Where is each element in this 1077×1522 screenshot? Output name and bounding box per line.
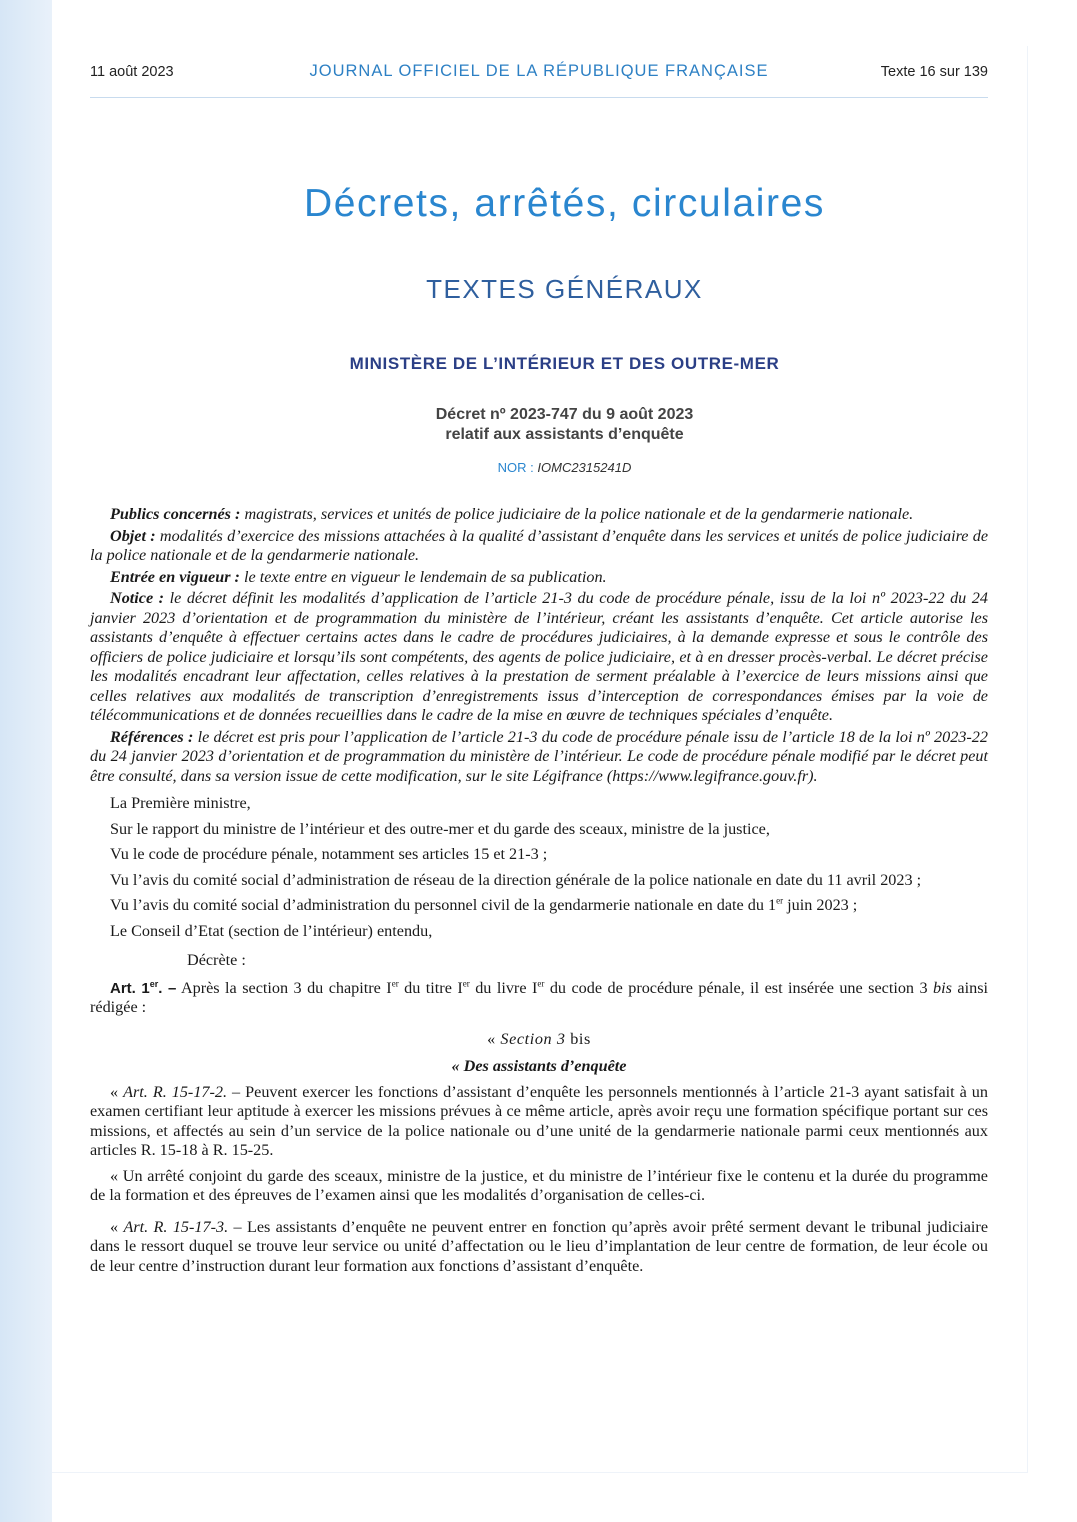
objet-paragraph — [90, 527, 988, 566]
section-subheading: « Des assistants d’enquête — [451, 1057, 627, 1075]
decrete-heading: Décrète : — [187, 951, 246, 969]
r15172-label: Art. R. 15-17-2. — [123, 1082, 228, 1101]
entree-label: Entrée en vigueur : — [110, 567, 240, 586]
publics-text: magistrats, services et unités de police judiciaire de la police nationale et de la gendarmerie nationale. — [240, 505, 914, 523]
page-header — [90, 62, 988, 84]
preamble-p5-text-a: Vu l’avis du comité social d’administration du personnel civil de la gendarmerie nationale en date du 1 — [110, 896, 777, 914]
references-paragraph — [90, 728, 988, 787]
article-r15-17-3 — [90, 1218, 988, 1277]
text-number: Texte 16 sur 139 — [880, 64, 988, 80]
left-margin-band — [0, 0, 52, 1522]
section-heading-bis: bis — [565, 1029, 591, 1048]
article-1-text-d: du code de procédure pénale, il est insérée une section 3 — [544, 978, 934, 997]
preamble-rapport: Sur le rapport du ministre de l’intérieur et des outre-mer et du garde des sceaux, ministre de la justice, — [110, 819, 770, 838]
decree-title-line2: relatif aux assistants d’enquête — [445, 426, 684, 443]
article-1-text-e: ainsi rédigée : — [90, 978, 988, 1016]
notice-block — [90, 505, 988, 786]
section-heading — [90, 1030, 988, 1050]
journal-title: JOURNAL OFFICIEL DE LA RÉPUBLIQUE FRANÇAISE — [309, 62, 769, 80]
preamble-p5-text-b: juin 2023 ; — [783, 896, 858, 914]
arrete-paragraph: « Un arrêté conjoint du garde des sceaux, ministre de la justice, et du ministre de l’intérieur fixe le contenu et la durée du programme de la formation et des épreuves de l’examen ainsi que les modalités d’organisation de celles-ci. — [90, 1166, 988, 1204]
publics-paragraph — [90, 505, 988, 525]
section-heading-italic: Section 3 — [500, 1029, 566, 1048]
references-label: Références : — [110, 727, 194, 746]
publication-date: 11 août 2023 — [90, 64, 174, 80]
references-text: le décret est pris pour l’application de l’article 21-3 du code de procédure pénale issu de l’article 18 de la loi nº 2023-22 du 24 janvier 2023 d’orientation et de programmation du ministère de l’intérieur. Le code de procédure pénale modifié par le décret peut être consulté, dans sa version issue de cette modification, sur le site Légifrance (https://www.legifrance.gouv.fr). — [90, 727, 988, 785]
r15172-text: – Peuvent exercer les fonctions d’assistant d’enquête les personnels mentionnés à l’article 21-3 ayant satisfait à un examen certifiant leur aptitude à exercer les missions prévues à ce même article, après avoir reçu une formation spécifique portant sur ces missions, et affectés au sein d’un service de la police nationale ou d’une unité de la gendarmerie nationale parmi ceux mentionnés aux articles R. 15-18 à R. 15-25. — [90, 1082, 988, 1159]
preamble-p5-sup: er — [776, 895, 784, 906]
article-1-sup2: er — [462, 978, 470, 989]
article-1-bis: bis — [933, 978, 952, 997]
r15172-open: « — [110, 1082, 124, 1101]
nor-value: IOMC2315241D — [537, 460, 632, 475]
preamble-vu-avis-gendarmerie — [90, 896, 988, 916]
objet-label: Objet : — [110, 526, 156, 545]
article-1-label-a: Art. 1 — [110, 979, 150, 997]
article-1-sup1: er — [391, 978, 399, 989]
preamble-conseil: Le Conseil d’Etat (section de l’intérieur) entendu, — [110, 921, 433, 940]
nor-label: NOR : — [497, 460, 538, 475]
header-divider — [90, 97, 988, 98]
r15173-text: – Les assistants d’enquête ne peuvent entrer en fonction qu’après avoir prêté serment devant le tribunal judiciaire dans le ressort duquel se trouve leur service ou unité d’affectation ou le lieu d’implantation de leur centre de formation, de leur école ou de leur centre d’instruction durant leur formation aux fonctions d’assistant d’enquête. — [90, 1217, 989, 1275]
article-1-text-a: Après la section 3 du chapitre I — [176, 978, 392, 997]
notice-text: le décret définit les modalités d’application de l’article 21-3 du code de procédure pénale, issu de la loi nº 2023-22 du 24 janvier 2023 d’orientation et de programmation du ministère de l’intérieur, créant les assistants d’enquête. Cet article autorise les assistants d’enquête à effectuer certains actes dans le cadre de procédures judiciaires, à la demande expresse et sous le contrôle des officiers de police judiciaire et lorsqu’ils sont compétents, des agents de police judiciaire, et à en dresser procès-verbal. Le décret précise les modalités encadrant leur affectation, celles relatives à la prestation de serment préalable à l’exercice de leurs missions ainsi que celles relatives aux modalités de transcription d’enregistrements issus d’interception de correspondances émises par la voie de télécommunications et de données recueillies dans le cadre de la mise en œuvre de techniques spéciales d’enquête. — [90, 589, 988, 724]
article-1-sup3: er — [537, 978, 545, 989]
sub-title: TEXTES GÉNÉRAUX — [426, 274, 703, 304]
notice-paragraph — [90, 589, 988, 726]
objet-text: modalités d’exercice des missions attachées à la qualité d’assistant d’enquête dans les services et unités de police judiciaire de la police nationale et de la gendarmerie nationale. — [90, 526, 988, 564]
preamble-vu-code: Vu le code de procédure pénale, notamment ses articles 15 et 21-3 ; — [110, 845, 548, 863]
article-1-label — [110, 980, 176, 997]
preamble-vu-avis-police: Vu l’avis du comité social d’administration de réseau de la direction générale de la police nationale en date du 11 avril 2023 ; — [110, 870, 922, 889]
ministry-heading: MINISTÈRE DE L’INTÉRIEUR ET DES OUTRE-MER — [349, 354, 780, 373]
decree-title — [52, 405, 1077, 445]
article-r15-17-2 — [90, 1083, 988, 1161]
entree-paragraph — [90, 568, 988, 588]
article-1-text-c: du livre I — [469, 978, 538, 997]
notice-label: Notice : — [110, 589, 165, 607]
publics-label: Publics concernés : — [110, 505, 241, 523]
article-1-text-b: du titre I — [398, 978, 463, 997]
article-1 — [90, 979, 988, 1018]
preamble-minister: La Première ministre, — [110, 794, 251, 812]
article-1-label-sup: er — [149, 978, 159, 989]
r15173-label: Art. R. 15-17-3. — [123, 1217, 229, 1236]
section-heading-open: « — [487, 1029, 501, 1048]
section-title: Décrets, arrêtés, circulaires — [303, 182, 826, 225]
document-body — [90, 505, 988, 1278]
r15173-open: « — [110, 1217, 124, 1236]
nor-reference — [52, 460, 1077, 475]
entree-text: le texte entre en vigueur le lendemain de sa publication. — [239, 567, 607, 586]
decree-title-line1: Décret nº 2023-747 du 9 août 2023 — [435, 406, 694, 423]
article-1-label-b: . – — [158, 979, 177, 997]
